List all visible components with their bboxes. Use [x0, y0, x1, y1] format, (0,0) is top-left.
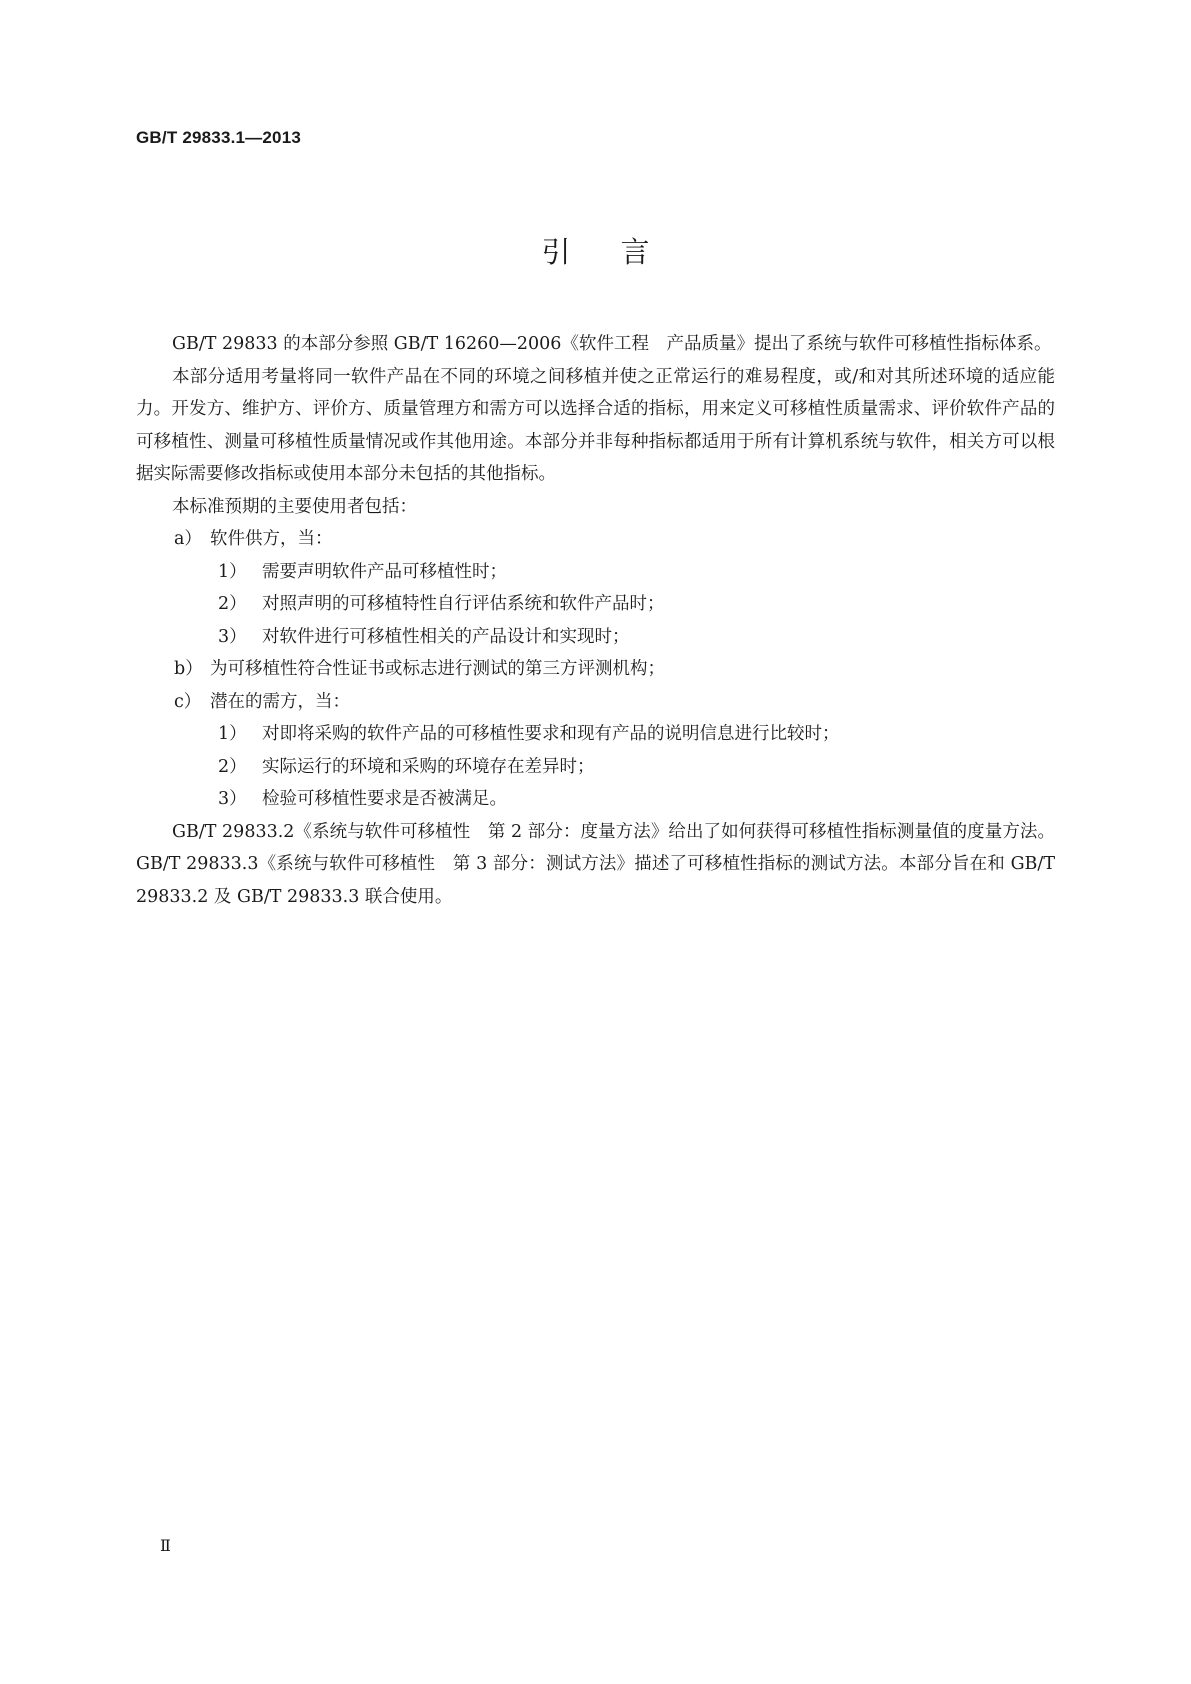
list-item-text: 实际运行的环境和采购的环境存在差异时；	[262, 756, 595, 777]
page-number: Ⅱ	[160, 1536, 171, 1555]
list-marker: b）	[174, 659, 203, 679]
list-subitem	[136, 751, 1055, 784]
list-marker: 2）	[218, 756, 247, 777]
list-item-text: 检验可移植性要求是否被满足。	[262, 789, 507, 809]
list-marker: 2）	[218, 594, 247, 614]
list-marker: 1）	[218, 724, 247, 744]
list-subitem	[136, 588, 1055, 621]
list-item-text: 软件供方，当：	[210, 529, 333, 549]
list-subitem	[136, 783, 1055, 816]
list-marker: 1）	[218, 561, 247, 582]
list-item-text: 潜在的需方，当：	[210, 691, 350, 712]
list-subitem	[136, 556, 1055, 589]
list-marker: c）	[174, 691, 202, 712]
paragraph-applicability: 本部分适用考量将同一软件产品在不同的环境之间移植并使之正常运行的难易程度，或/和对其所述环境的适应能力。开发方、维护方、评价方、质量管理方和需方可以选择合适的指标，用来定义可移植性质量需求、评价软件产品的可移植性、测量可移植性质量情况或作其他用途。本部分并非每种指标都适用于所有计算机系统与软件，相关方可以根据实际需要修改指标或使用本部分未包括的其他指标。	[136, 366, 1055, 484]
page-title: 引言	[541, 235, 700, 269]
list-item-text: 对照声明的可移植特性自行评估系统和软件产品时；	[262, 594, 665, 614]
list-item-text: 对软件进行可移植性相关的产品设计和实现时；	[262, 626, 630, 647]
list-item-text: 需要声明软件产品可移植性时；	[262, 561, 507, 582]
paragraph-scope: GB/T 29833 的本部分参照 GB/T 16260—2006《软件工程 产品质量》提出了系统与软件可移植性指标体系。	[172, 334, 1052, 354]
list-item-text: 对即将采购的软件产品的可移植性要求和现有产品的说明信息进行比较时；	[262, 724, 840, 744]
list-item	[136, 686, 1055, 719]
list-marker: 3）	[218, 789, 247, 809]
paragraph-related-parts: GB/T 29833.2《系统与软件可移植性 第 2 部分：度量方法》给出了如何获得可移植性指标测量值的度量方法。GB/T 29833.3《系统与软件可移植性 第 3 部分：测试方法》描述了可移植性指标的测试方法。本部分旨在和 GB/T 29833.2 及 GB/T 29833.3 联合使用。	[136, 821, 1055, 907]
list-subitem	[136, 621, 1055, 654]
list-subitem	[136, 718, 1055, 751]
list-item	[136, 653, 1055, 686]
list-item-text: 为可移植性符合性证书或标志进行测试的第三方评测机构；	[210, 659, 665, 679]
list-marker: 3）	[218, 626, 247, 647]
list-item	[136, 523, 1055, 556]
list-marker: a）	[174, 529, 202, 549]
document-body	[136, 328, 1055, 913]
paragraph-intended-users: 本标准预期的主要使用者包括：	[172, 496, 417, 517]
standard-number: GB/T 29833.1—2013	[136, 128, 301, 147]
